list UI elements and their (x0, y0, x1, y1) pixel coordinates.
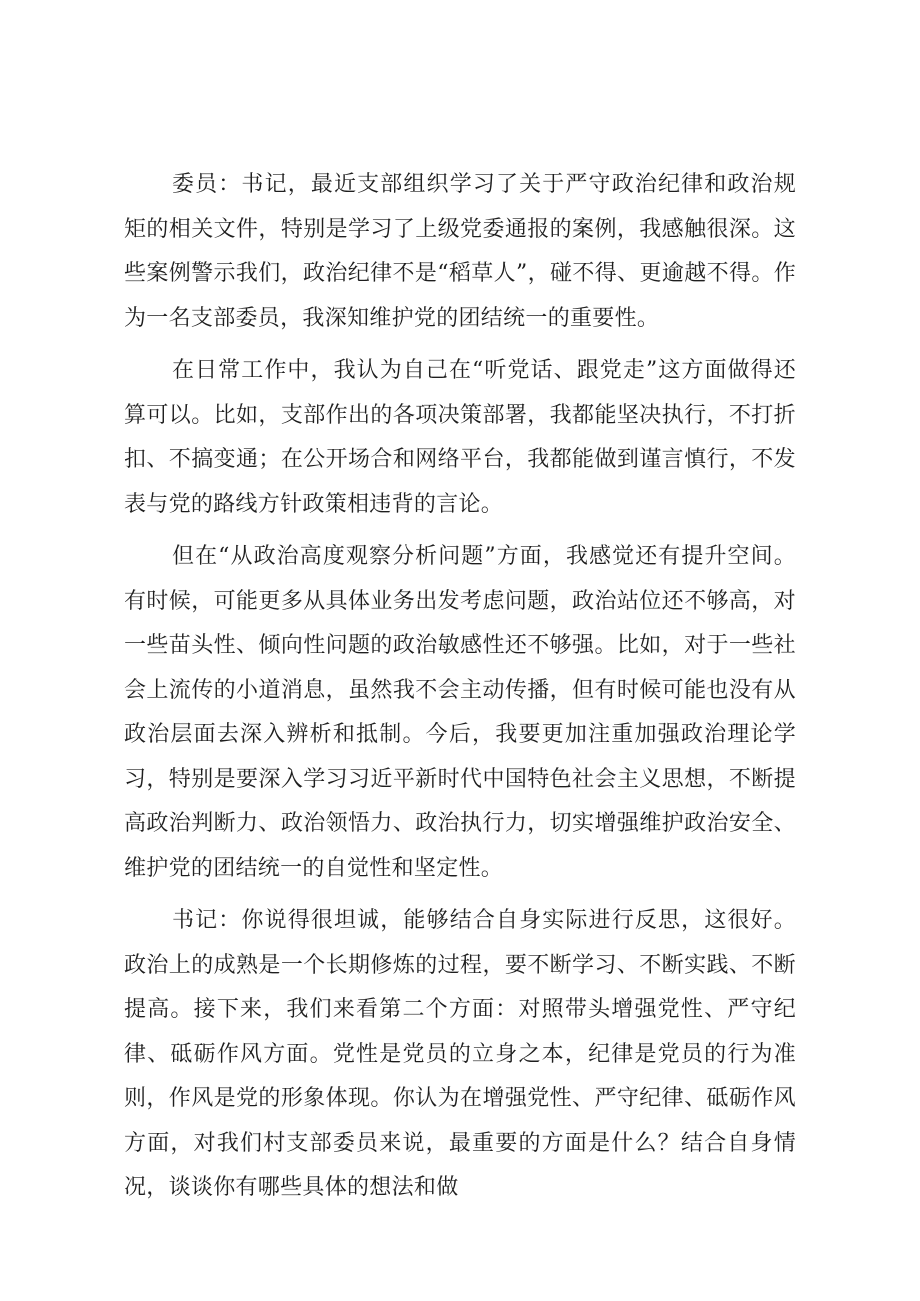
paragraph-improvement-space: 但在“从政治高度观察分析问题”方面，我感觉还有提升空间。有时候，可能更多从具体业务出发考虑问题，政治站位还不够高，对一些苗头性、倾向性问题的政治敏感性还不够强。比如，对于一些社会上流传的小道消息，虽然我不会主动传播，但有时候可能也没有从政治层面去深入辨析和抵制。今后，我要更加注重加强政治理论学习，特别是要深入学习习近平新时代中国特色社会主义思想，不断提高政治判断力、政治领悟力、政治执行力，切实增强维护政治安全、维护党的团结统一的自觉性和坚定性。 (124, 544, 796, 881)
paragraph-daily-work: 在日常工作中，我认为自己在“听党话、跟党走”这方面做得还算可以。比如，支部作出的各项决策部署，我都能坚决执行，不打折扣、不搞变通；在公开场合和网络平台，我都能做到谨言慎行，不发表与党的路线方针政策相违背的言论。 (124, 358, 796, 517)
paragraph-committee-member-intro: 委员：书记，最近支部组织学习了关于严守政治纪律和政治规矩的相关文件，特别是学习了上级党委通报的案例，我感触很深。这些案例警示我们，政治纪律不是“稻草人”，碰不得、更逾越不得。作为一名支部委员，我深知维护党的团结统一的重要性。 (124, 172, 796, 331)
paragraph-secretary-response: 书记：你说得很坦诚，能够结合自身实际进行反思，这很好。政治上的成熟是一个长期修炼的过程，要不断学习、不断实践、不断提高。接下来，我们来看第二个方面：对照带头增强党性、严守纪律、砥砺作风方面。党性是党员的立身之本，纪律是党员的行为准则，作风是党的形象体现。你认为在增强党性、严守纪律、砥砺作风方面，对我们村支部委员来说，最重要的方面是什么？结合自身情况，谈谈你有哪些具体的想法和做 (124, 908, 796, 1200)
document-body (124, 163, 796, 1219)
